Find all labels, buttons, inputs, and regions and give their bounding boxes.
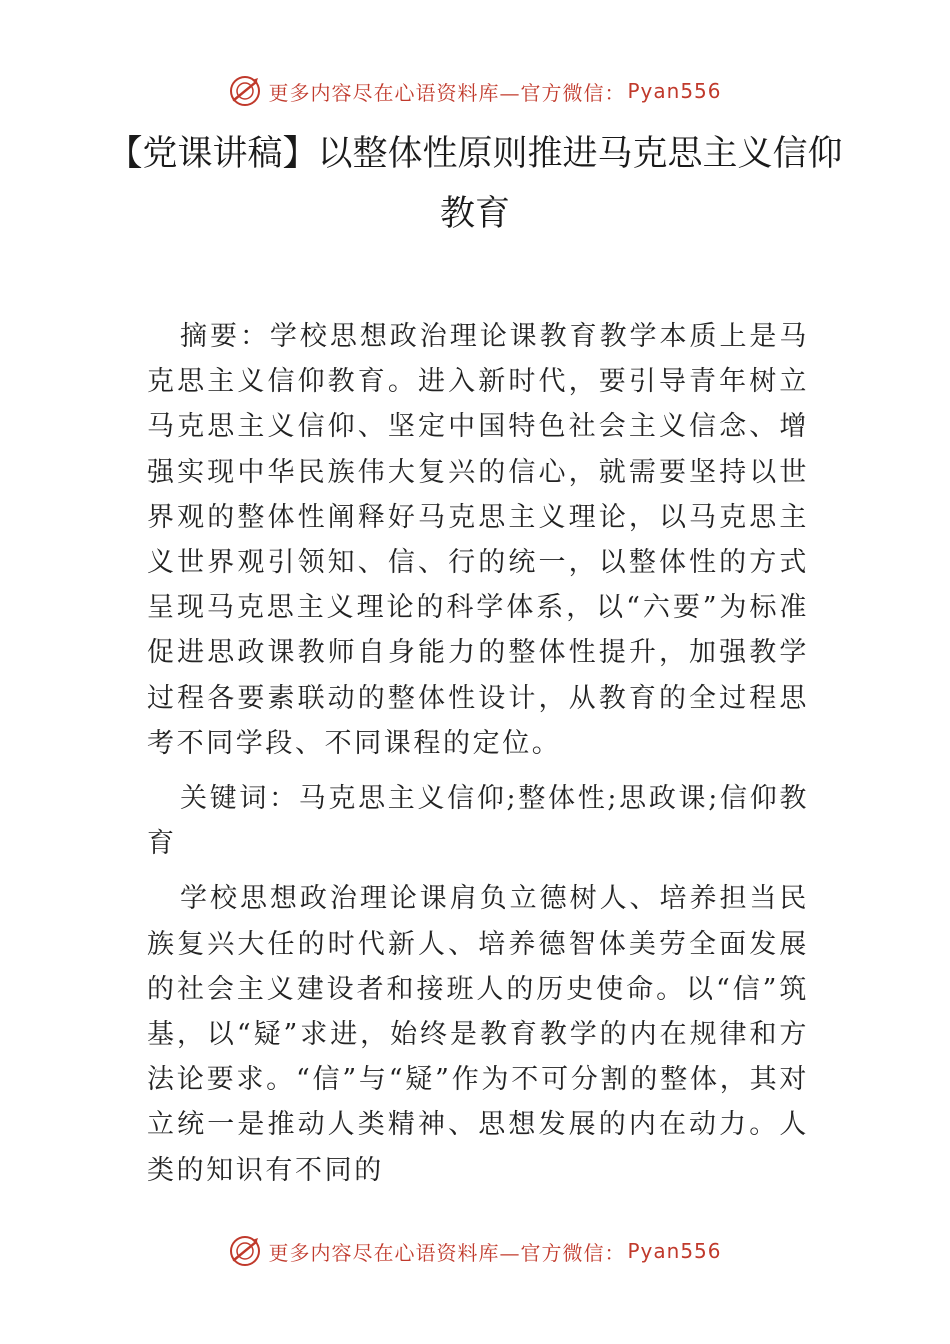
abstract-paragraph: 摘要：学校思想政治理论课教育教学本质上是马克思主义信仰教育。进入新时代，要引导青年树立马克思主义信仰、坚定中国特色社会主义信念、增强实现中华民族伟大复兴的信心，就需要坚持以世界观的整体性阐释好马克思主义理论，以马克思主义世界观引领知、信、行的统一，以整体性的方式呈现马克思主义理论的科学体系，以“六要”为标准促进思政课教师自身能力的整体性提升，加强教学过程各要素联动的整体性设计，从教育的全过程思考不同学段、不同课程的定位。 [147, 321, 809, 759]
keywords-paragraph: 关键词：马克思主义信仰;整体性;思政课;信仰教育 [147, 783, 809, 860]
footer-watermark [0, 1234, 950, 1268]
logo-icon [228, 74, 262, 108]
watermark-text: 更多内容尽在心语资料库—官方微信： [268, 80, 626, 105]
document-title: 【党课讲稿】以整体性原则推进马克思主义信仰教育 [107, 134, 843, 234]
watermark-text: 更多内容尽在心语资料库—官方微信： [268, 1240, 626, 1265]
logo-icon [228, 1234, 262, 1268]
body-paragraph: 学校思想政治理论课肩负立德树人、培养担当民族复兴大任的时代新人、培养德智体美劳全面发展的社会主义建设者和接班人的历史使命。以“信”筑基，以“疑”求进，始终是教育教学的内在规律和方法论要求。“信”与“疑”作为不可分割的整体，其对立统一是推动人类精神、思想发展的内在动力。人类的知识有不同的 [147, 883, 809, 1186]
watermark-wechat-id: Pyan556 [627, 79, 722, 103]
document-body [147, 314, 809, 1203]
header-watermark [0, 74, 950, 108]
watermark-wechat-id: Pyan556 [627, 1239, 722, 1263]
